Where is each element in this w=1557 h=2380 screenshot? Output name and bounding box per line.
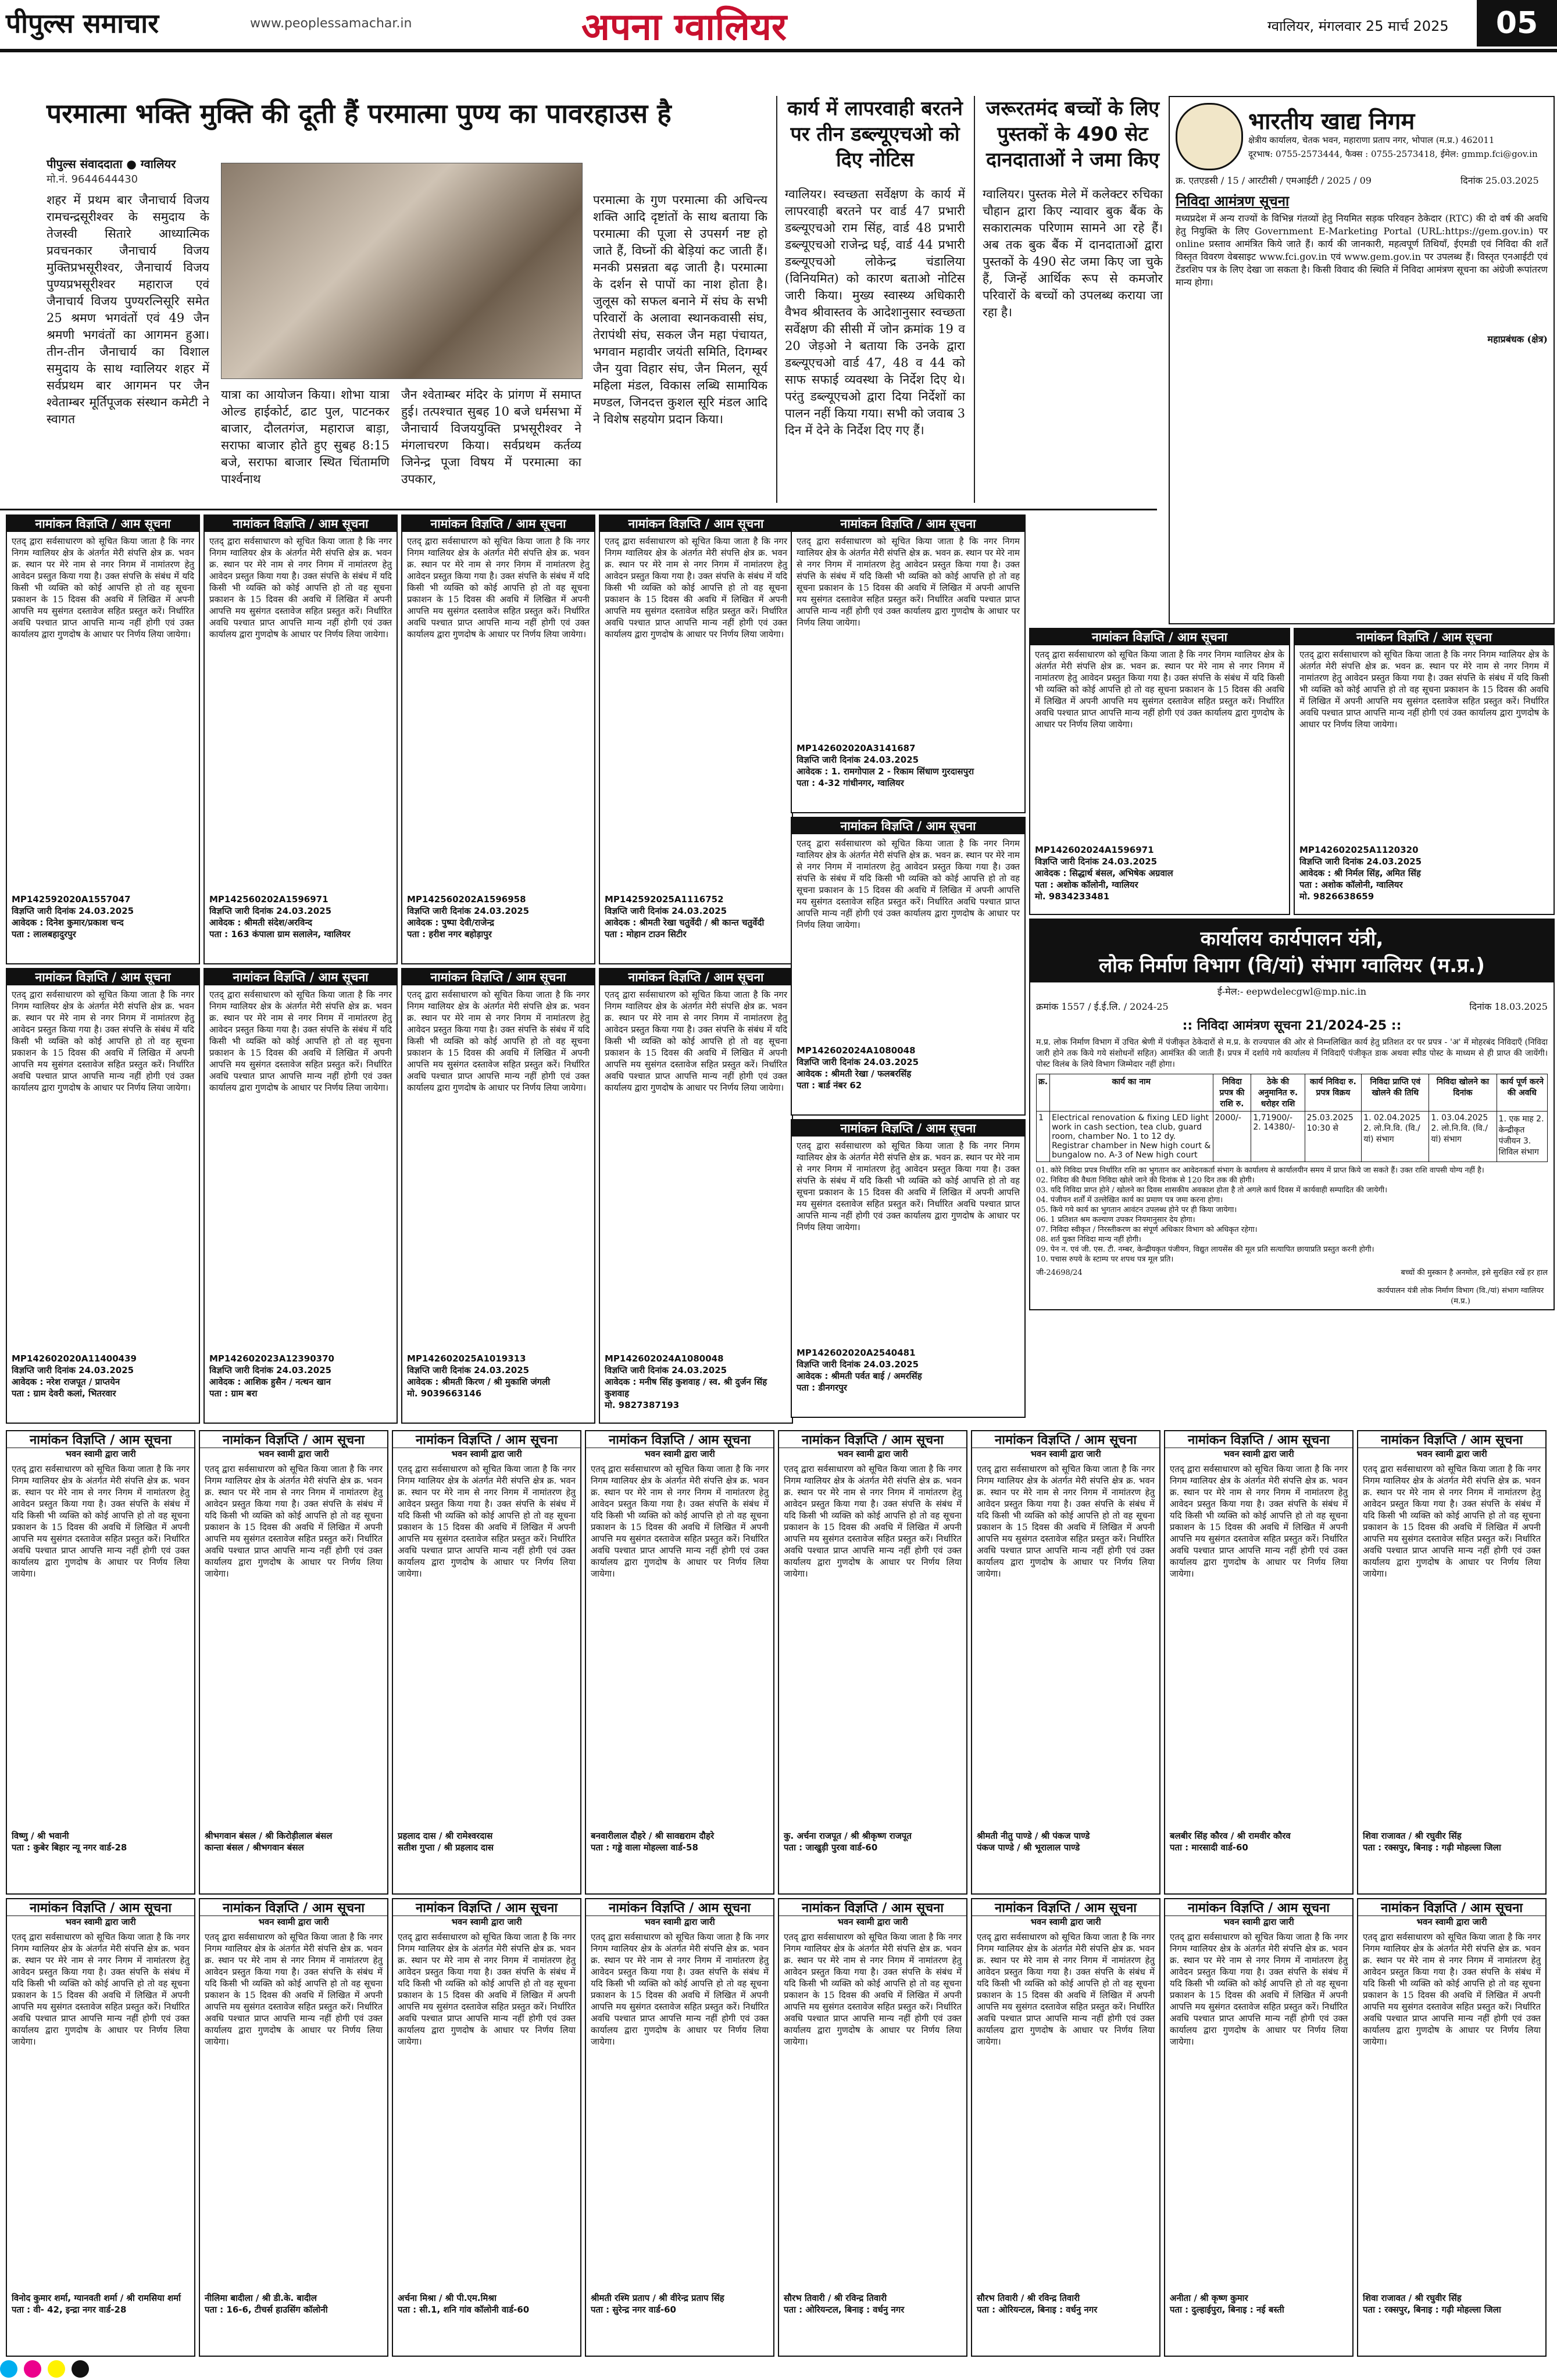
notice-issue: विज्ञप्ति जारी दिनांक 24.03.2025 [407,1365,530,1375]
notice-title: नामांकन विज्ञप्ति / आम सूचना [600,969,792,985]
classified-notice [585,1430,774,1895]
notice-body: एतद् द्वारा सर्वसाधारण को सूचित किया जाता है कि नगर निगम ग्वालियर क्षेत्र के अंतर्गत मेरी संपत्ति क्षेत्र क्र. भवन क्र. स्थान पर मेरे नाम से नगर निगम में नामांतरण हेतु आवेदन प्रस्तुत किया गया है। उक्त संपत्ति के संबंध में यदि किसी भी व्यक्ति को कोई आपत्ति हो तो वह सूचना प्रकाशन के 15 दिवस की अवधि में लिखित में अपनी आपत्ति मय सुसंगत दस्तावेज सहित प्रस्तुत करें। निर्धारित अवधि पश्चात प्राप्त आपत्ति मान्य नहीं होगी एवं उक्त कार्यालय द्वारा गुणदोष के आधार पर निर्णय लिया जायेगा। [591,1932,769,2047]
notice-address: पता : गड्डे वाला मोहल्ला वार्ड-58 [591,1842,698,1853]
notice-issue: विज्ञप्ति जारी दिनांक 24.03.2025 [12,1365,134,1375]
classified-notice [401,968,595,1424]
pwd-table-header: ठेके की अनुमानित रु. धरोहर राशि [1251,1074,1305,1112]
notice-address: पता : अशोक कॉलोनी, ग्वालियर [1299,880,1403,890]
notice-address: पता : ग्राम बरा [209,1388,258,1399]
page-number: 05 [1477,0,1557,47]
notice-title: नामांकन विज्ञप्ति / आम सूचना [1165,1899,1352,1916]
notice-address: पता : ग्राम देवरी कलां, भितरवार [12,1388,116,1399]
notice-body: एतद् द्वारा सर्वसाधारण को सूचित किया जाता है कि नगर निगम ग्वालियर क्षेत्र के अंतर्गत मेरी संपत्ति क्षेत्र क्र. भवन क्र. स्थान पर मेरे नाम से नगर निगम में नामांतरण हेतु आवेदन प्रस्तुत किया गया है। उक्त संपत्ति के संबंध में यदि किसी भी व्यक्ति को कोई आपत्ति हो तो वह सूचना प्रकाशन के 15 दिवस की अवधि में लिखित में अपनी आपत्ति मय सुसंगत दस्तावेज सहित प्रस्तुत करें। निर्धारित अवधि पश्चात प्राप्त आपत्ति मान्य नहीं होगी एवं उक्त कार्यालय द्वारा गुणदोष के आधार पर निर्णय लिया जायेगा। [205,1464,383,1579]
notice-body: एतद् द्वारा सर्वसाधारण को सूचित किया जाता है कि नगर निगम ग्वालियर क्षेत्र के अंतर्गत मेरी संपत्ति क्षेत्र क्र. भवन क्र. स्थान पर मेरे नाम से नगर निगम में नामांतरण हेतु आवेदन प्रस्तुत किया गया है। उक्त संपत्ति के संबंध में यदि किसी भी व्यक्ति को कोई आपत्ति हो तो वह सूचना प्रकाशन के 15 दिवस की अवधि में लिखित में अपनी आपत्ति मय सुसंगत दस्तावेज सहित प्रस्तुत करें। निर्धारित अवधि पश्चात प्राप्त आपत्ति मान्य नहीं होगी एवं उक्त कार्यालय द्वारा गुणदोष के आधार पर निर्णय लिया जायेगा। [784,1464,962,1579]
notice-subtitle: भवन स्वामी द्वारा जारी [1030,1917,1101,1927]
notice-title: नामांकन विज्ञप्ति / आम सूचना [200,1899,387,1916]
notice-issue: विज्ञप्ति जारी दिनांक 24.03.2025 [797,1359,919,1370]
notice-body: एतद् द्वारा सर्वसाधारण को सूचित किया जाता है कि नगर निगम ग्वालियर क्षेत्र के अंतर्गत मेरी संपत्ति क्षेत्र क्र. भवन क्र. स्थान पर मेरे नाम से नगर निगम में नामांतरण हेतु आवेदन प्रस्तुत किया गया है। उक्त संपत्ति के संबंध में यदि किसी भी व्यक्ति को कोई आपत्ति हो तो वह सूचना प्रकाशन के 15 दिवस की अवधि में लिखित में अपनी आपत्ति मय सुसंगत दस्तावेज सहित प्रस्तुत करें। निर्धारित अवधि पश्चात प्राप्त आपत्ति मान्य नहीं होगी एवं उक्त कार्यालय द्वारा गुणदोष के आधार पर निर्णय लिया जायेगा। [1363,1932,1541,2047]
notice-body: एतद् द्वारा सर्वसाधारण को सूचित किया जाता है कि नगर निगम ग्वालियर क्षेत्र के अंतर्गत मेरी संपत्ति क्षेत्र क्र. भवन क्र. स्थान पर मेरे नाम से नगर निगम में नामांतरण हेतु आवेदन प्रस्तुत किया गया है। उक्त संपत्ति के संबंध में यदि किसी भी व्यक्ति को कोई आपत्ति हो तो वह सूचना प्रकाशन के 15 दिवस की अवधि में लिखित में अपनी आपत्ति मय सुसंगत दस्तावेज सहित प्रस्तुत करें। निर्धारित अवधि पश्चात प्राप्त आपत्ति मान्य नहीं होगी एवं उक्त कार्यालय द्वारा गुणदोष के आधार पर निर्णय लिया जायेगा। [977,1464,1155,1579]
classified-notice [392,1898,581,2357]
notice-title: नामांकन विज्ञप्ति / आम सूचना [972,1899,1159,1916]
classified-notice [791,514,1026,813]
notice-applicant: सौरभ तिवारी / श्री रविन्द्र तिवारी [784,2293,887,2303]
notice-address: मो. 9039663146 [407,1388,482,1399]
pwd-table-header: कार्य पूर्ण करने की अवधि [1497,1074,1547,1112]
notice-phone: मो. 9834233481 [1035,891,1110,902]
lead-byline: पीपुल्स संवाददाता ● ग्वालियर [47,157,176,171]
notice-body: एतद् द्वारा सर्वसाधारण को सूचित किया जाता है कि नगर निगम ग्वालियर क्षेत्र के अंतर्गत मेरी संपत्ति क्षेत्र क्र. भवन क्र. स्थान पर मेरे नाम से नगर निगम में नामांतरण हेतु आवेदन प्रस्तुत किया गया है। उक्त संपत्ति के संबंध में यदि किसी भी व्यक्ति को कोई आपत्ति हो तो वह सूचना प्रकाशन के 15 दिवस की अवधि में लिखित में अपनी आपत्ति मय सुसंगत दस्तावेज सहित प्रस्तुत करें। निर्धारित अवधि पश्चात प्राप्त आपत्ति मान्य नहीं होगी एवं उक्त कार्यालय द्वारा गुणदोष के आधार पर निर्णय लिया जायेगा। [797,1141,1020,1232]
notice-applicant: विनोद कुमार शर्मा, ग्यानवती शर्मा / श्री रामसिया शर्मा [12,2293,181,2303]
notice-applicant: आवेदक : श्री निर्मल सिंह, अमित सिंह [1299,868,1421,878]
notice-title: नामांकन विज्ञप्ति / आम सूचना [792,516,1024,532]
notice-body: एतद् द्वारा सर्वसाधारण को सूचित किया जाता है कि नगर निगम ग्वालियर क्षेत्र के अंतर्गत मेरी संपत्ति क्षेत्र क्र. भवन क्र. स्थान पर मेरे नाम से नगर निगम में नामांतरण हेतु आवेदन प्रस्तुत किया गया है। उक्त संपत्ति के संबंध में यदि किसी भी व्यक्ति को कोई आपत्ति हो तो वह सूचना प्रकाशन के 15 दिवस की अवधि में लिखित में अपनी आपत्ति मय सुसंगत दस्तावेज सहित प्रस्तुत करें। निर्धारित अवधि पश्चात प्राप्त आपत्ति मान्य नहीं होगी एवं उक्त कार्यालय द्वारा गुणदोष के आधार पर निर्णय लिया जायेगा। [205,1932,383,2047]
notice-subtitle: भवन स्वामी द्वारा जारी [65,1449,136,1459]
classified-notice [585,1898,774,2357]
pwd-table [1036,1074,1548,1162]
notice-address: पता : बार्ड नंबर 62 [797,1080,862,1091]
notice-subtitle: भवन स्वामी द्वारा जारी [258,1917,329,1927]
notice-address: पता : जाखुड़ी पुरवा वार्ड-60 [784,1842,878,1853]
notice-address: पता : रक्सपुर, बिनाइ : गढ़ी मोहल्ला जिला [1363,2304,1501,2315]
lead-col-2: यात्रा का आयोजन किया। शोभा यात्रा ओल्ड हाईकोर्ट, ढाट पुल, पाटनकर बाजार, दौलतगंज, महाराज बाड़ा, सराफा बाजार होते हुए सुबह 8:15 बजे, सराफा बाजार स्थित चिंतामणि पार्श्वनाथ [221,388,390,486]
yellow-swatch [48,2360,65,2378]
story-2-body: ग्वालियर। स्वच्छता सर्वेक्षण के कार्य में लापरवाही बरतने पर वार्ड 47 प्रभारी डब्ल्यूएचओ राम सिंह, वार्ड 48 प्रभारी डब्ल्यूएचओ राजेन्द्र घई, वार्ड 44 प्रभारी डब्ल्यूएचओ लोकेन्द्र चंडालिया (विनियमित) को कारण बताओ नोटिस जारी किया। मुख्य स्वास्थ्य अधिकारी वैभव श्रीवास्तव के आदेशानुसार स्वच्छता सर्वेक्षण की सीसी में जोन क्रमांक 19 व 20 जेड़ओ ने बताया कि उनके द्वारा डब्ल्यूएचओ वार्ड 47, 48 व 44 को साफ सफाई व्यवस्था के निर्देश दिए थे। परंतु डब्ल्यूएचओ द्वारा दिया निर्देशों का पालन नहीं किया गया। सभी को जवाब 3 दिन में देने के निर्देश दिए गए हैं। [785,187,965,437]
notice-number: MP142602024A1596971 [1035,845,1154,855]
notice-subtitle: भवन स्वामी द्वारा जारी [451,1917,522,1927]
pwd-table-cell: 25.03.2025 10:30 से [1305,1112,1362,1162]
notice-number: MP142602024A1080048 [797,1045,916,1056]
notice-title: नामांकन विज्ञप्ति / आम सूचना [586,1431,773,1448]
masthead-rule [0,49,1557,52]
notice-address: पता : 163 कंपाला ग्राम सलालेन, ग्वालियर [209,929,351,939]
notice-number: MP142602020A3141687 [797,743,916,753]
notice-address: पता : 16-6, टीचर्स हाउसिंग कॉलोनी [205,2304,328,2315]
notice-issue: विज्ञप्ति जारी दिनांक 24.03.2025 [209,906,332,916]
fci-ref: क्र. एतएडसी / 15 / आरटीसी / एमआईटी / 2025 / 09 [1176,175,1372,186]
notice-subtitle: भवन स्वामी द्वारा जारी [1030,1449,1101,1459]
notice-applicant: प्रहलाद दास / श्री रामेश्वरदास [398,1831,493,1841]
notice-body: एतद् द्वारा सर्वसाधारण को सूचित किया जाता है कि नगर निगम ग्वालियर क्षेत्र के अंतर्गत मेरी संपत्ति क्षेत्र क्र. भवन क्र. स्थान पर मेरे नाम से नगर निगम में नामांतरण हेतु आवेदन प्रस्तुत किया गया है। उक्त संपत्ति के संबंध में यदि किसी भी व्यक्ति को कोई आपत्ति हो तो वह सूचना प्रकाशन के 15 दिवस की अवधि में लिखित में अपनी आपत्ति मय सुसंगत दस्तावेज सहित प्रस्तुत करें। निर्धारित अवधि पश्चात प्राप्त आपत्ति मान्य नहीं होगी एवं उक्त कार्यालय द्वारा गुणदोष के आधार पर निर्णय लिया जायेगा। [784,1932,962,2047]
pwd-notice-title: :: निविदा आमंत्रण सूचना 21/2024-25 :: [1182,1019,1402,1033]
fci-signature: महाप्रबंधक (क्षेत्र) [1487,334,1548,345]
masthead-logo: पीपुल्स समाचार [6,8,159,39]
notice-address: पता : लालबहादुरपुर [12,929,76,939]
notice-title: नामांकन विज्ञप्ति / आम सूचना [1358,1431,1545,1448]
notice-applicant: सौरभ तिवारी / श्री रविन्द्र तिवारी [977,2293,1080,2303]
notice-address: पता : वी- 42, इन्द्रा नगर वार्ड-28 [12,2304,127,2315]
notice-applicant: आवेदक : आशिक हुसैन / नत्थन खान [209,1377,331,1387]
classified-notice [401,514,595,964]
notice-applicant: आवेदक : श्रीमती संदेश/अरविन्द [209,917,312,928]
pwd-signature: कार्यपालन यंत्री लोक निर्माण विभाग (वि./यां) संभाग ग्वालियर (म.प्र.) [1377,1287,1544,1306]
pwd-table-cell: 1. एक माह 2. केन्द्रीकृत पंजीयन 3. शिविल संभाग [1497,1112,1547,1162]
notice-body: एतद् द्वारा सर्वसाधारण को सूचित किया जाता है कि नगर निगम ग्वालियर क्षेत्र के अंतर्गत मेरी संपत्ति क्षेत्र क्र. भवन क्र. स्थान पर मेरे नाम से नगर निगम में नामांतरण हेतु आवेदन प्रस्तुत किया गया है। उक्त संपत्ति के संबंध में यदि किसी भी व्यक्ति को कोई आपत्ति हो तो वह सूचना प्रकाशन के 15 दिवस की अवधि में लिखित में अपनी आपत्ति मय सुसंगत दस्तावेज सहित प्रस्तुत करें। निर्धारित अवधि पश्चात प्राप्त आपत्ति मान्य नहीं होगी एवं उक्त कार्यालय द्वारा गुणदोष के आधार पर निर्णय लिया जायेगा। [1170,1464,1348,1579]
lead-col-4: परमात्मा के गुण परमात्मा की अचिन्त्य शक्ति आदि दृष्टांतों के साथ बताया कि परमात्मा की पूजा से उपसर्ग नष्ट हो जाते हैं, विघ्नों की बेड़ियां कट जाती हैं। मनकी प्रसन्नता बढ़ जाती है। परमात्मा के दर्शन से पापों का नाश होता है। जुलूस को सफल बनाने में संघ के सभी परिवारों के अलावा स्थानकवासी संघ, तेरापंथी संघ, सकल जैन महा पंचायत, भगवान महावीर जयंती समिति, दिगम्बर जैन युवा विहार संघ, जैन मिलन, सूर्य महिला मंडल, विकास लब्धि सामायिक मण्डल, जिनदत्त कुशल सूरि मंडल आदि ने विशेष सहयोग प्रदान किया। [593,193,767,426]
pwd-note: 04. पंजीयन शर्तों में उल्लेखित कार्य का प्रमाण पत्र जमा करना होगा। [1036,1196,1223,1205]
column-divider [974,96,975,503]
notice-address: पता : ओरियन्टल, बिनाइ : वर्धनु नगर [977,2304,1098,2315]
classified-notice [971,1898,1160,2357]
pwd-table-header: निविदा प्रपत्र की राशि रु. [1213,1074,1251,1112]
pwd-footer-code: जी-24698/24 [1036,1268,1083,1277]
notice-applicant: आवेदक : श्रीमती पर्वत बाई / अमरसिंह [797,1371,922,1381]
pwd-table-cell: Electrical renovation & fixing LED light work in cash section, tea club, guard room, chamber No. 1 to 12 dy. Registrar chamber in New high court & bungalow no. A-3 of New high court [1050,1112,1213,1162]
notice-issue: विज्ञप्ति जारी दिनांक 24.03.2025 [605,1365,727,1375]
pwd-note: 03. यदि निविदा प्राप्त होने / खोलने का दिवस शासकीय अवकाश होता है तो अगले कार्य दिवस में कार्यवाही सम्पादित की जायेगी। [1036,1186,1388,1195]
notice-issue: विज्ञप्ति जारी दिनांक 24.03.2025 [12,906,134,916]
classified-notice [392,1430,581,1895]
notice-body: एतद् द्वारा सर्वसाधारण को सूचित किया जाता है कि नगर निगम ग्वालियर क्षेत्र के अंतर्गत मेरी संपत्ति क्षेत्र क्र. भवन क्र. स्थान पर मेरे नाम से नगर निगम में नामांतरण हेतु आवेदन प्रस्तुत किया गया है। उक्त संपत्ति के संबंध में यदि किसी भी व्यक्ति को कोई आपत्ति हो तो वह सूचना प्रकाशन के 15 दिवस की अवधि में लिखित में अपनी आपत्ति मय सुसंगत दस्तावेज सहित प्रस्तुत करें। निर्धारित अवधि पश्चात प्राप्त आपत्ति मान्य नहीं होगी एवं उक्त कार्यालय द्वारा गुणदोष के आधार पर निर्णय लिया जायेगा। [1299,649,1549,730]
notice-address: पंकज पाण्डे / श्री भूरालाल पाण्डे [977,1842,1080,1853]
notice-number: MP142602025A1019313 [407,1353,526,1364]
pwd-table-cell: 2000/- [1213,1112,1251,1162]
notice-title: नामांकन विज्ञप्ति / आम सूचना [1295,629,1554,645]
notice-subtitle: भवन स्वामी द्वारा जारी [644,1449,715,1459]
notice-applicant: श्रीमती नीतु पाण्डे / श्री पंकज पाण्डे [977,1831,1090,1841]
notice-title: नामांकन विज्ञप्ति / आम सूचना [1358,1899,1545,1916]
notice-issue: विज्ञप्ति जारी दिनांक 24.03.2025 [1299,856,1422,867]
notice-title: नामांकन विज्ञप्ति / आम सूचना [779,1431,966,1448]
pwd-table-cell: 1. 02.04.2025 2. लो.नि.वि. (वि./ यां) संभाग [1362,1112,1429,1162]
notice-body: एतद् द्वारा सर्वसाधारण को सूचित किया जाता है कि नगर निगम ग्वालियर क्षेत्र के अंतर्गत मेरी संपत्ति क्षेत्र क्र. भवन क्र. स्थान पर मेरे नाम से नगर निगम में नामांतरण हेतु आवेदन प्रस्तुत किया गया है। उक्त संपत्ति के संबंध में यदि किसी भी व्यक्ति को कोई आपत्ति हो तो वह सूचना प्रकाशन के 15 दिवस की अवधि में लिखित में अपनी आपत्ति मय सुसंगत दस्तावेज सहित प्रस्तुत करें। निर्धारित अवधि पश्चात प्राप्त आपत्ति मान्य नहीं होगी एवं उक्त कार्यालय द्वारा गुणदोष के आधार पर निर्णय लिया जायेगा। [1035,649,1284,730]
classified-notice [203,968,398,1424]
fci-body: मध्यप्रदेश में अन्य राज्यों के विभिन्न गंतव्यों हेतु नियमित सड़क परिवहन ठेकेदार (RTC) की दो वर्ष की अवधि हेतु नियुक्ति के लिए Government E-Marketing Portal (URL:https://gem.gov.in) पर online प्रस्ताव आमंत्रित किये जाते हैं। कार्य की जानकारी, महत्वपूर्ण तिथियाँ, ईएमडी एवं निविदा की शर्तें विस्तृत विवरण वेबसाइट www.fci.gov.in एवं www.gem.gov.in पर उपलब्ध हैं। विस्तृत एनआईटी एवं टेंडरशिप पत्र के लिए देखा जा सकता है। किसी विवाद की स्थिति में निविदा आमंत्रण सूचना का अंग्रेजी रूपांतरण मान्य होगा। [1176,213,1548,288]
notice-address: पता : ओरियन्टल, बिनाइ : वर्धनु नगर [784,2304,905,2315]
notice-applicant: आवेदक : 1. रामगोपाल 2 - रिकाम सिंधाण गुरदासपुरा [797,766,974,777]
notice-number: MP142602025A1120320 [1299,845,1419,855]
notice-body: एतद् द्वारा सर्वसाधारण को सूचित किया जाता है कि नगर निगम ग्वालियर क्षेत्र के अंतर्गत मेरी संपत्ति क्षेत्र क्र. भवन क्र. स्थान पर मेरे नाम से नगर निगम में नामांतरण हेतु आवेदन प्रस्तुत किया गया है। उक्त संपत्ति के संबंध में यदि किसी भी व्यक्ति को कोई आपत्ति हो तो वह सूचना प्रकाशन के 15 दिवस की अवधि में लिखित में अपनी आपत्ति मय सुसंगत दस्तावेज सहित प्रस्तुत करें। निर्धारित अवधि पश्चात प्राप्त आपत्ति मान्य नहीं होगी एवं उक्त कार्यालय द्वारा गुणदोष के आधार पर निर्णय लिया जायेगा। [797,838,1020,930]
story-3-body: ग्वालियर। पुस्तक मेले में कलेक्टर रुचिका चौहान द्वारा किए न्यावार बुक बैंक के सकारात्मक परिणाम सामने आ रहे हैं। अब तक बुक बैंक में दानदाताओं द्वारा पुस्तकों के 490 सेट जमा किए जा चुके हैं, जिन्हें आर्थिक रूप से कमजोर परिवारों के बच्चों को उपलब्ध कराया जा रहा है। [983,187,1163,319]
pwd-table-cell: 1,71900/- 2. 14380/- [1251,1112,1305,1162]
notice-body: एतद् द्वारा सर्वसाधारण को सूचित किया जाता है कि नगर निगम ग्वालियर क्षेत्र के अंतर्गत मेरी संपत्ति क्षेत्र क्र. भवन क्र. स्थान पर मेरे नाम से नगर निगम में नामांतरण हेतु आवेदन प्रस्तुत किया गया है। उक्त संपत्ति के संबंध में यदि किसी भी व्यक्ति को कोई आपत्ति हो तो वह सूचना प्रकाशन के 15 दिवस की अवधि में लिखित में अपनी आपत्ति मय सुसंगत दस्तावेज सहित प्रस्तुत करें। निर्धारित अवधि पश्चात प्राप्त आपत्ति मान्य नहीं होगी एवं उक्त कार्यालय द्वारा गुणदोष के आधार पर निर्णय लिया जायेगा। [797,536,1020,628]
cyan-swatch [0,2360,17,2378]
pwd-date: दिनांक 18.03.2025 [1469,1001,1548,1012]
classified-notice [599,968,793,1424]
notice-title: नामांकन विज्ञप्ति / आम सूचना [7,969,199,985]
classified-notice [1357,1430,1547,1895]
classified-notice [199,1430,388,1895]
magenta-swatch [24,2360,41,2378]
notice-title: नामांकन विज्ञप्ति / आम सूचना [600,516,792,532]
notice-subtitle: भवन स्वामी द्वारा जारी [1223,1917,1294,1927]
pwd-note: 07. निविदा स्वीकृत / निरस्तीकरण का संपूर्ण अधिकार विभाग को अधिकृत रहेगा। [1036,1225,1258,1234]
notice-subtitle: भवन स्वामी द्वारा जारी [837,1917,908,1927]
fci-subtitle: क्षेत्रीय कार्यालय, चेतक भवन, महाराणा प्रताप नगर, भोपाल (म.प्र.) 462011 [1248,135,1495,145]
classified-notice [199,1898,388,2357]
notice-applicant: नीलिमा बादीला / श्री डी.के. बादील [205,2293,317,2303]
notice-body: एतद् द्वारा सर्वसाधारण को सूचित किया जाता है कि नगर निगम ग्वालियर क्षेत्र के अंतर्गत मेरी संपत्ति क्षेत्र क्र. भवन क्र. स्थान पर मेरे नाम से नगर निगम में नामांतरण हेतु आवेदन प्रस्तुत किया गया है। उक्त संपत्ति के संबंध में यदि किसी भी व्यक्ति को कोई आपत्ति हो तो वह सूचना प्रकाशन के 15 दिवस की अवधि में लिखित में अपनी आपत्ति मय सुसंगत दस्तावेज सहित प्रस्तुत करें। निर्धारित अवधि पश्चात प्राप्त आपत्ति मान्य नहीं होगी एवं उक्त कार्यालय द्वारा गुणदोष के आधार पर निर्णय लिया जायेगा। [977,1932,1155,2047]
notice-subtitle: भवन स्वामी द्वारा जारी [1223,1449,1294,1459]
notice-number: MP142592020A1557047 [12,894,131,905]
pwd-note: 10. पचास रुपये के स्टाम्प पर शपथ पत्र मूल प्रति। [1036,1255,1174,1264]
pwd-ref: क्रमांक 1557 / ई.ई.लि. / 2024-25 [1036,1001,1169,1012]
notice-applicant: श्रीभगवान बंसल / श्री किरोड़ीलाल बंसल [205,1831,333,1841]
notice-applicant: कु. अर्चना राजपूत / श्री श्रीकृष्ण राजपूत [784,1831,912,1841]
notice-body: एतद् द्वारा सर्वसाधारण को सूचित किया जाता है कि नगर निगम ग्वालियर क्षेत्र के अंतर्गत मेरी संपत्ति क्षेत्र क्र. भवन क्र. स्थान पर मेरे नाम से नगर निगम में नामांतरण हेतु आवेदन प्रस्तुत किया गया है। उक्त संपत्ति के संबंध में यदि किसी भी व्यक्ति को कोई आपत्ति हो तो वह सूचना प्रकाशन के 15 दिवस की अवधि में लिखित में अपनी आपत्ति मय सुसंगत दस्तावेज सहित प्रस्तुत करें। निर्धारित अवधि पश्चात प्राप्त आपत्ति मान्य नहीं होगी एवं उक्त कार्यालय द्वारा गुणदोष के आधार पर निर्णय लिया जायेगा। [12,536,194,639]
notice-title: नामांकन विज्ञप्ति / आम सूचना [205,516,397,532]
notice-address: पता : मोहान टाउन सिटीर [605,929,687,939]
classified-notice [6,968,200,1424]
notice-body: एतद् द्वारा सर्वसाधारण को सूचित किया जाता है कि नगर निगम ग्वालियर क्षेत्र के अंतर्गत मेरी संपत्ति क्षेत्र क्र. भवन क्र. स्थान पर मेरे नाम से नगर निगम में नामांतरण हेतु आवेदन प्रस्तुत किया गया है। उक्त संपत्ति के संबंध में यदि किसी भी व्यक्ति को कोई आपत्ति हो तो वह सूचना प्रकाशन के 15 दिवस की अवधि में लिखित में अपनी आपत्ति मय सुसंगत दस्तावेज सहित प्रस्तुत करें। निर्धारित अवधि पश्चात प्राप्त आपत्ति मान्य नहीं होगी एवं उक्त कार्यालय द्वारा गुणदोष के आधार पर निर्णय लिया जायेगा। [591,1464,769,1579]
issue-date: ग्वालियर, मंगलवार 25 मार्च 2025 [1267,18,1449,34]
notice-subtitle: भवन स्वामी द्वारा जारी [65,1917,136,1927]
notice-number: MP142602024A1080048 [605,1353,724,1364]
classified-notice [599,514,793,964]
lead-mobile: मो.नं. 9644644430 [47,173,138,185]
notice-title: नामांकन विज्ञप्ति / आम सूचना [792,1120,1024,1137]
notice-number: MP142560202A1596971 [209,894,328,905]
classified-notice [203,514,398,964]
notice-address: पता : 4-32 गांधीनगर, ग्वालियर [797,778,904,788]
lead-photo [221,163,583,379]
story-2-headline: कार्य में लापरवाही बरतने पर तीन डब्ल्यूएचओ को दिए नोटिस [787,97,963,171]
black-swatch [72,2360,89,2378]
notice-applicant: आवेदक : श्रीमती रेखा चतुर्वेदी / श्री कान्त चतुर्वेदी [605,917,765,928]
notice-address: पता : मारसादी वार्ड-60 [1170,1842,1248,1853]
classified-notice [1357,1898,1547,2357]
pwd-footer-slogan: बच्चों की मुस्कान है अनमोल, इसे सुरक्षित रखें हर हाल [1401,1268,1548,1277]
column-divider [776,96,777,503]
notice-issue: विज्ञप्ति जारी दिनांक 24.03.2025 [209,1365,332,1375]
pwd-table-header: निविदा प्राप्ति एवं खोलने की तिथि [1362,1074,1429,1112]
notice-address: पता : सी.1, शनि गांव कॉलोनी वार्ड-60 [398,2304,530,2315]
pwd-table-header: कार्य निविदा रु. प्रपत्र विक्रय [1305,1074,1362,1112]
pwd-table-cell: 1. 03.04.2025 2. लो.नि.वि. (वि./ यां) संभाग [1429,1112,1497,1162]
notice-subtitle: भवन स्वामी द्वारा जारी [258,1449,329,1459]
notice-body: एतद् द्वारा सर्वसाधारण को सूचित किया जाता है कि नगर निगम ग्वालियर क्षेत्र के अंतर्गत मेरी संपत्ति क्षेत्र क्र. भवन क्र. स्थान पर मेरे नाम से नगर निगम में नामांतरण हेतु आवेदन प्रस्तुत किया गया है। उक्त संपत्ति के संबंध में यदि किसी भी व्यक्ति को कोई आपत्ति हो तो वह सूचना प्रकाशन के 15 दिवस की अवधि में लिखित में अपनी आपत्ति मय सुसंगत दस्तावेज सहित प्रस्तुत करें। निर्धारित अवधि पश्चात प्राप्त आपत्ति मान्य नहीं होगी एवं उक्त कार्यालय द्वारा गुणदोष के आधार पर निर्णय लिया जायेगा। [398,1932,576,2047]
notice-subtitle: भवन स्वामी द्वारा जारी [1416,1917,1487,1927]
notice-body: एतद् द्वारा सर्वसाधारण को सूचित किया जाता है कि नगर निगम ग्वालियर क्षेत्र के अंतर्गत मेरी संपत्ति क्षेत्र क्र. भवन क्र. स्थान पर मेरे नाम से नगर निगम में नामांतरण हेतु आवेदन प्रस्तुत किया गया है। उक्त संपत्ति के संबंध में यदि किसी भी व्यक्ति को कोई आपत्ति हो तो वह सूचना प्रकाशन के 15 दिवस की अवधि में लिखित में अपनी आपत्ति मय सुसंगत दस्तावेज सहित प्रस्तुत करें। निर्धारित अवधि पश्चात प्राप्त आपत्ति मान्य नहीं होगी एवं उक्त कार्यालय द्वारा गुणदोष के आधार पर निर्णय लिया जायेगा। [12,989,194,1093]
notice-body: एतद् द्वारा सर्वसाधारण को सूचित किया जाता है कि नगर निगम ग्वालियर क्षेत्र के अंतर्गत मेरी संपत्ति क्षेत्र क्र. भवन क्र. स्थान पर मेरे नाम से नगर निगम में नामांतरण हेतु आवेदन प्रस्तुत किया गया है। उक्त संपत्ति के संबंध में यदि किसी भी व्यक्ति को कोई आपत्ति हो तो वह सूचना प्रकाशन के 15 दिवस की अवधि में लिखित में अपनी आपत्ति मय सुसंगत दस्तावेज सहित प्रस्तुत करें। निर्धारित अवधि पश्चात प्राप्त आपत्ति मान्य नहीं होगी एवं उक्त कार्यालय द्वारा गुणदोष के आधार पर निर्णय लिया जायेगा। [1170,1932,1348,2047]
notice-issue: विज्ञप्ति जारी दिनांक 24.03.2025 [797,755,919,765]
notice-applicant: अनीता / श्री कृष्ण कुमार [1170,2293,1248,2303]
notice-issue: विज्ञप्ति जारी दिनांक 24.03.2025 [797,1057,919,1067]
notice-title: नामांकन विज्ञप्ति / आम सूचना [205,969,397,985]
notice-issue: विज्ञप्ति जारी दिनांक 24.03.2025 [407,906,530,916]
notice-number: MP142560202A1596958 [407,894,526,905]
notice-title: नामांकन विज्ञप्ति / आम सूचना [586,1899,773,1916]
pwd-note: 01. कोरे निविदा प्रपत्र निर्धारित राशि का भुगतान कर आवेदनकर्ता संभाग के कार्यालय से कार्यालयीन समय में प्राप्त किये जा सकते हैं। उक्त राशि वापसी योग्य नहीं है। [1036,1166,1484,1175]
notice-applicant: आवेदक : दिनेश कुमार/प्रकाश चन्द [12,917,124,928]
notice-applicant: आवेदक : श्रीमती किरण / श्री मुकाशि जंगली [407,1377,551,1387]
pwd-intro: म.प्र. लोक निर्माण विभाग में उचित श्रेणी में पंजीकृत ठेकेदारों से म.प्र. के राज्यपाल की ओर से निम्नलिखित कार्य हेतु प्रतिशत दर पर प्रपत्र - 'अ' में मोहरबंद निविदाएँ (निविदा जारी होने तक किये गये संशोधनों सहित) आमंत्रित की जाती हैं। प्रपत्र में दर्शाये गये कार्यालय में निविदाएँ पंजीकृत डाक अथवा स्पीड पोस्ट के माध्यम से ही प्राप्त की जायेंगी। पोस्ट विलंब के लिये विभाग जिम्मेदार नहीं होगा। [1036,1038,1548,1069]
classified-notice [778,1430,967,1895]
classified-notice [1164,1430,1354,1895]
pwd-subtitle: लोक निर्माण विभाग (वि/यां) संभाग ग्वालियर (म.प्र.) [1099,954,1485,977]
pwd-email: ई-मेल:- eepwdelecgwl@mp.nic.in [1217,986,1367,997]
lead-headline: परमात्मा भक्ति मुक्ति की दूती हैं परमात्मा पुण्य का पावरहाउस है [47,98,672,129]
notice-title: नामांकन विज्ञप्ति / आम सूचना [792,818,1024,834]
section-rule [0,509,1157,510]
notice-applicant: आवेदक : सिद्धार्थ बंसल, अभिषेक अग्रवाल [1035,868,1173,878]
fci-emblem-icon [1176,103,1243,170]
pwd-note: 02. निविदा की वैधता निविदा खोले जाने की दिनांक से 120 दिन तक की होगी। [1036,1176,1255,1185]
notice-title: नामांकन विज्ञप्ति / आम सूचना [972,1431,1159,1448]
classified-notice [778,1898,967,2357]
notice-address: पता : कुबेर बिहार न्यू नगर वार्ड-28 [12,1842,127,1853]
notice-applicant: बलबीर सिंह कौरव / श्री रामवीर कौरव [1170,1831,1291,1841]
notice-body: एतद् द्वारा सर्वसाधारण को सूचित किया जाता है कि नगर निगम ग्वालियर क्षेत्र के अंतर्गत मेरी संपत्ति क्षेत्र क्र. भवन क्र. स्थान पर मेरे नाम से नगर निगम में नामांतरण हेतु आवेदन प्रस्तुत किया गया है। उक्त संपत्ति के संबंध में यदि किसी भी व्यक्ति को कोई आपत्ति हो तो वह सूचना प्रकाशन के 15 दिवस की अवधि में लिखित में अपनी आपत्ति मय सुसंगत दस्तावेज सहित प्रस्तुत करें। निर्धारित अवधि पश्चात प्राप्त आपत्ति मान्य नहीं होगी एवं उक्त कार्यालय द्वारा गुणदोष के आधार पर निर्णय लिया जायेगा। [209,536,392,639]
notice-address: पता : हरीश नगर बहोड़ापुर [407,929,492,939]
notice-title: नामांकन विज्ञप्ति / आम सूचना [7,1899,194,1916]
pwd-table-header: निविदा खोलने का दिनांक [1429,1074,1497,1112]
notice-body: एतद् द्वारा सर्वसाधारण को सूचित किया जाता है कि नगर निगम ग्वालियर क्षेत्र के अंतर्गत मेरी संपत्ति क्षेत्र क्र. भवन क्र. स्थान पर मेरे नाम से नगर निगम में नामांतरण हेतु आवेदन प्रस्तुत किया गया है। उक्त संपत्ति के संबंध में यदि किसी भी व्यक्ति को कोई आपत्ति हो तो वह सूचना प्रकाशन के 15 दिवस की अवधि में लिखित में अपनी आपत्ति मय सुसंगत दस्तावेज सहित प्रस्तुत करें। निर्धारित अवधि पश्चात प्राप्त आपत्ति मान्य नहीं होगी एवं उक्त कार्यालय द्वारा गुणदोष के आधार पर निर्णय लिया जायेगा। [605,989,787,1093]
notice-address: पता : अशोक कॉलोनी, ग्वालियर [1035,880,1138,890]
pwd-title: कार्यालय कार्यपालन यंत्री, [1200,927,1384,950]
notice-subtitle: भवन स्वामी द्वारा जारी [1416,1449,1487,1459]
pwd-table-header: कार्य का नाम [1050,1074,1213,1112]
classified-notice [6,1430,195,1895]
notice-address: मो. 9827387193 [605,1400,680,1410]
notice-address: सतीश गुप्ता / श्री प्रहलाद दास [398,1842,494,1853]
notice-body: एतद् द्वारा सर्वसाधारण को सूचित किया जाता है कि नगर निगम ग्वालियर क्षेत्र के अंतर्गत मेरी संपत्ति क्षेत्र क्र. भवन क्र. स्थान पर मेरे नाम से नगर निगम में नामांतरण हेतु आवेदन प्रस्तुत किया गया है। उक्त संपत्ति के संबंध में यदि किसी भी व्यक्ति को कोई आपत्ति हो तो वह सूचना प्रकाशन के 15 दिवस की अवधि में लिखित में अपनी आपत्ति मय सुसंगत दस्तावेज सहित प्रस्तुत करें। निर्धारित अवधि पश्चात प्राप्त आपत्ति मान्य नहीं होगी एवं उक्त कार्यालय द्वारा गुणदोष के आधार पर निर्णय लिया जायेगा। [398,1464,576,1579]
notice-title: नामांकन विज्ञप्ति / आम सूचना [200,1431,387,1448]
classified-notice [791,817,1026,1116]
notice-applicant: श्रीमती रश्मि प्रताप / श्री वीरेन्द्र प्रताप सिंह [591,2293,724,2303]
notice-number: MP142602020A2540481 [797,1348,916,1358]
notice-phone: मो. 9826638659 [1299,891,1374,902]
notice-applicant: विष्णु / श्री भवानी [12,1831,69,1841]
pwd-table-header: क्र. [1037,1074,1050,1112]
notice-address: कान्ता बंसल / श्रीभगवान बंसल [205,1842,304,1853]
notice-applicant: आवेदक : श्रीमती रेखा / फलबरसिंह [797,1069,912,1079]
notice-applicant: शिवा राजावत / श्री रघुवीर सिंह [1363,1831,1462,1841]
fci-tender-notice [1169,96,1555,624]
pwd-note: 09. पेन न. एवं जी. एस. टी. नम्बर, केन्द्रीयकृत पंजीयन, विद्युत लायसेंस की मूल प्रति सत्यापित छायाप्रति प्रस्तुत करनी होगी। [1036,1245,1374,1254]
notice-issue: विज्ञप्ति जारी दिनांक 24.03.2025 [1035,856,1158,867]
pwd-note: 08. शर्त युक्त निविदा मान्य नहीं होगी। [1036,1235,1141,1244]
classified-notice [971,1430,1160,1895]
notice-body: एतद् द्वारा सर्वसाधारण को सूचित किया जाता है कि नगर निगम ग्वालियर क्षेत्र के अंतर्गत मेरी संपत्ति क्षेत्र क्र. भवन क्र. स्थान पर मेरे नाम से नगर निगम में नामांतरण हेतु आवेदन प्रस्तुत किया गया है। उक्त संपत्ति के संबंध में यदि किसी भी व्यक्ति को कोई आपत्ति हो तो वह सूचना प्रकाशन के 15 दिवस की अवधि में लिखित में अपनी आपत्ति मय सुसंगत दस्तावेज सहित प्रस्तुत करें। निर्धारित अवधि पश्चात प्राप्त आपत्ति मान्य नहीं होगी एवं उक्त कार्यालय द्वारा गुणदोष के आधार पर निर्णय लिया जायेगा। [12,1932,190,2047]
fci-date: दिनांक 25.03.2025 [1460,175,1539,186]
notice-body: एतद् द्वारा सर्वसाधारण को सूचित किया जाता है कि नगर निगम ग्वालियर क्षेत्र के अंतर्गत मेरी संपत्ति क्षेत्र क्र. भवन क्र. स्थान पर मेरे नाम से नगर निगम में नामांतरण हेतु आवेदन प्रस्तुत किया गया है। उक्त संपत्ति के संबंध में यदि किसी भी व्यक्ति को कोई आपत्ति हो तो वह सूचना प्रकाशन के 15 दिवस की अवधि में लिखित में अपनी आपत्ति मय सुसंगत दस्तावेज सहित प्रस्तुत करें। निर्धारित अवधि पश्चात प्राप्त आपत्ति मान्य नहीं होगी एवं उक्त कार्यालय द्वारा गुणदोष के आधार पर निर्णय लिया जायेगा। [12,1464,190,1579]
notice-applicant: आवेदक : नरेश राजपूत / प्राप्तयेन [12,1377,120,1387]
classified-notice [1164,1898,1354,2357]
fci-title: भारतीय खाद्य निगम [1248,108,1415,135]
notice-title: नामांकन विज्ञप्ति / आम सूचना [1165,1431,1352,1448]
lead-col-1: शहर में प्रथम बार जैनाचार्य विजय रामचन्द्रसूरीश्वर के समुदाय के तेजस्वी सितारे आध्यात्मिक प्रवचनकार जैनाचार्य विजय मुक्तिप्रभसूरीश्वर, जैनाचार्य विजय पुण्यप्रभसूरीश्वर महाराज एवं जैनाचार्य विजय पुण्यरत्निसूरि समेत 25 श्रमण भगवंतों एवं 49 जैन श्रमणी भगवंतों का आगमन हुआ। तीन-तीन जैनाचार्य का विशाल समुदाय के साथ ग्वालियर शहर में सर्वप्रथम बार आगमन पर जैन श्वेताम्बर मूर्तिपूजक संस्थान कमेटी ने स्वागत [47,193,209,426]
classified-notice [791,1119,1026,1418]
notice-title: नामांकन विज्ञप्ति / आम सूचना [7,1431,194,1448]
print-color-bar [0,2360,1557,2380]
notice-issue: विज्ञप्ति जारी दिनांक 24.03.2025 [605,906,727,916]
notice-number: MP142602020A11400439 [12,1353,137,1364]
notice-number: MP142602023A12390370 [209,1353,334,1364]
classified-notice [6,1898,195,2357]
fci-notice-title: निविदा आमंत्रण सूचना [1176,193,1290,209]
notice-applicant: शिवा राजावत / श्री रघुवीर सिंह [1363,2293,1462,2303]
pwd-note: 06. 1 प्रतिशत श्रम कल्याण उपकर नियमानुसार देय होगा। [1036,1216,1195,1224]
notice-title: नामांकन विज्ञप्ति / आम सूचना [393,1431,580,1448]
notice-subtitle: भवन स्वामी द्वारा जारी [837,1449,908,1459]
fci-contact: दूरभाष: 0755-2573444, फैक्स : 0755-2573418, ईमेल: gmmp.fci@gov.in [1248,149,1538,159]
classified-notice [1294,628,1555,915]
notice-subtitle: भवन स्वामी द्वारा जारी [451,1449,522,1459]
pwd-note: 05. किये गये कार्य का भुगतान आवंटन उपलब्ध होने पर ही किया जायेगा। [1036,1206,1237,1214]
notice-title: नामांकन विज्ञप्ति / आम सूचना [7,516,199,532]
story-3-headline: जरूरतमंद बच्चों के लिए पुस्तकों के 490 सेट दानदाताओं ने जमा किए [985,97,1160,171]
notice-body: एतद् द्वारा सर्वसाधारण को सूचित किया जाता है कि नगर निगम ग्वालियर क्षेत्र के अंतर्गत मेरी संपत्ति क्षेत्र क्र. भवन क्र. स्थान पर मेरे नाम से नगर निगम में नामांतरण हेतु आवेदन प्रस्तुत किया गया है। उक्त संपत्ति के संबंध में यदि किसी भी व्यक्ति को कोई आपत्ति हो तो वह सूचना प्रकाशन के 15 दिवस की अवधि में लिखित में अपनी आपत्ति मय सुसंगत दस्तावेज सहित प्रस्तुत करें। निर्धारित अवधि पश्चात प्राप्त आपत्ति मान्य नहीं होगी एवं उक्त कार्यालय द्वारा गुणदोष के आधार पर निर्णय लिया जायेगा। [407,989,590,1093]
notice-applicant: आवेदक : पुष्पा देवी/राजेन्द्र [407,917,494,928]
notice-applicant: बनवारीलाल दौहरे / श्री सावद्यराम दौहरे [591,1831,715,1841]
pwd-tender-notice [1029,919,1555,1310]
notice-address: पता : डीनगरपुर [797,1382,847,1393]
notice-number: MP142592025A1116752 [605,894,724,905]
notice-address: पता : रक्सपुर, बिनाइ : गढ़ी मोहल्ला जिला [1363,1842,1501,1853]
lead-col-3: जैन श्वेताम्बर मंदिर के प्रांगण में समाप्त हुई। तत्पश्चात सुबह 10 बजे धर्मसभा में जैनाचार्य विजययुक्ति प्रभसूरीश्वर ने मंगलाचरण किया। सर्वप्रथम कर्तव्य जिनेन्द्र पूजा विषय में परमात्मा का उपकार, [401,388,581,486]
notice-body: एतद् द्वारा सर्वसाधारण को सूचित किया जाता है कि नगर निगम ग्वालियर क्षेत्र के अंतर्गत मेरी संपत्ति क्षेत्र क्र. भवन क्र. स्थान पर मेरे नाम से नगर निगम में नामांतरण हेतु आवेदन प्रस्तुत किया गया है। उक्त संपत्ति के संबंध में यदि किसी भी व्यक्ति को कोई आपत्ति हो तो वह सूचना प्रकाशन के 15 दिवस की अवधि में लिखित में अपनी आपत्ति मय सुसंगत दस्तावेज सहित प्रस्तुत करें। निर्धारित अवधि पश्चात प्राप्त आपत्ति मान्य नहीं होगी एवं उक्त कार्यालय द्वारा गुणदोष के आधार पर निर्णय लिया जायेगा। [407,536,590,639]
masthead-url[interactable]: www.peoplessamachar.in [250,16,412,31]
notice-address: पता : सुरेन्द्र नगर वार्ड-60 [591,2304,676,2315]
notice-title: नामांकन विज्ञप्ति / आम सूचना [402,516,594,532]
notice-title: नामांकन विज्ञप्ति / आम सूचना [1030,629,1289,645]
classified-notice [1029,628,1290,915]
notice-subtitle: भवन स्वामी द्वारा जारी [644,1917,715,1927]
notice-title: नामांकन विज्ञप्ति / आम सूचना [393,1899,580,1916]
pwd-table-cell: 1 [1037,1112,1050,1162]
notice-body: एतद् द्वारा सर्वसाधारण को सूचित किया जाता है कि नगर निगम ग्वालियर क्षेत्र के अंतर्गत मेरी संपत्ति क्षेत्र क्र. भवन क्र. स्थान पर मेरे नाम से नगर निगम में नामांतरण हेतु आवेदन प्रस्तुत किया गया है। उक्त संपत्ति के संबंध में यदि किसी भी व्यक्ति को कोई आपत्ति हो तो वह सूचना प्रकाशन के 15 दिवस की अवधि में लिखित में अपनी आपत्ति मय सुसंगत दस्तावेज सहित प्रस्तुत करें। निर्धारित अवधि पश्चात प्राप्त आपत्ति मान्य नहीं होगी एवं उक्त कार्यालय द्वारा गुणदोष के आधार पर निर्णय लिया जायेगा। [209,989,392,1093]
notice-title: नामांकन विज्ञप्ति / आम सूचना [402,969,594,985]
notice-applicant: आवेदक : मनीष सिंह कुशवाह / स्व. श्री दुर्जन सिंह कुशवाह [605,1377,767,1399]
notice-applicant: अर्चना मिश्रा / श्री पी.एम.मिश्रा [398,2293,497,2303]
notice-body: एतद् द्वारा सर्वसाधारण को सूचित किया जाता है कि नगर निगम ग्वालियर क्षेत्र के अंतर्गत मेरी संपत्ति क्षेत्र क्र. भवन क्र. स्थान पर मेरे नाम से नगर निगम में नामांतरण हेतु आवेदन प्रस्तुत किया गया है। उक्त संपत्ति के संबंध में यदि किसी भी व्यक्ति को कोई आपत्ति हो तो वह सूचना प्रकाशन के 15 दिवस की अवधि में लिखित में अपनी आपत्ति मय सुसंगत दस्तावेज सहित प्रस्तुत करें। निर्धारित अवधि पश्चात प्राप्त आपत्ति मान्य नहीं होगी एवं उक्त कार्यालय द्वारा गुणदोष के आधार पर निर्णय लिया जायेगा। [1363,1464,1541,1579]
notice-address: पता : दुल्हाईपुरा, बिनाइ : नई बस्ती [1170,2304,1284,2315]
notice-body: एतद् द्वारा सर्वसाधारण को सूचित किया जाता है कि नगर निगम ग्वालियर क्षेत्र के अंतर्गत मेरी संपत्ति क्षेत्र क्र. भवन क्र. स्थान पर मेरे नाम से नगर निगम में नामांतरण हेतु आवेदन प्रस्तुत किया गया है। उक्त संपत्ति के संबंध में यदि किसी भी व्यक्ति को कोई आपत्ति हो तो वह सूचना प्रकाशन के 15 दिवस की अवधि में लिखित में अपनी आपत्ति मय सुसंगत दस्तावेज सहित प्रस्तुत करें। निर्धारित अवधि पश्चात प्राप्त आपत्ति मान्य नहीं होगी एवं उक्त कार्यालय द्वारा गुणदोष के आधार पर निर्णय लिया जायेगा। [605,536,787,639]
notice-title: नामांकन विज्ञप्ति / आम सूचना [779,1899,966,1916]
classified-notice [6,514,200,964]
section-brand: अपना ग्वालियर [581,6,787,49]
